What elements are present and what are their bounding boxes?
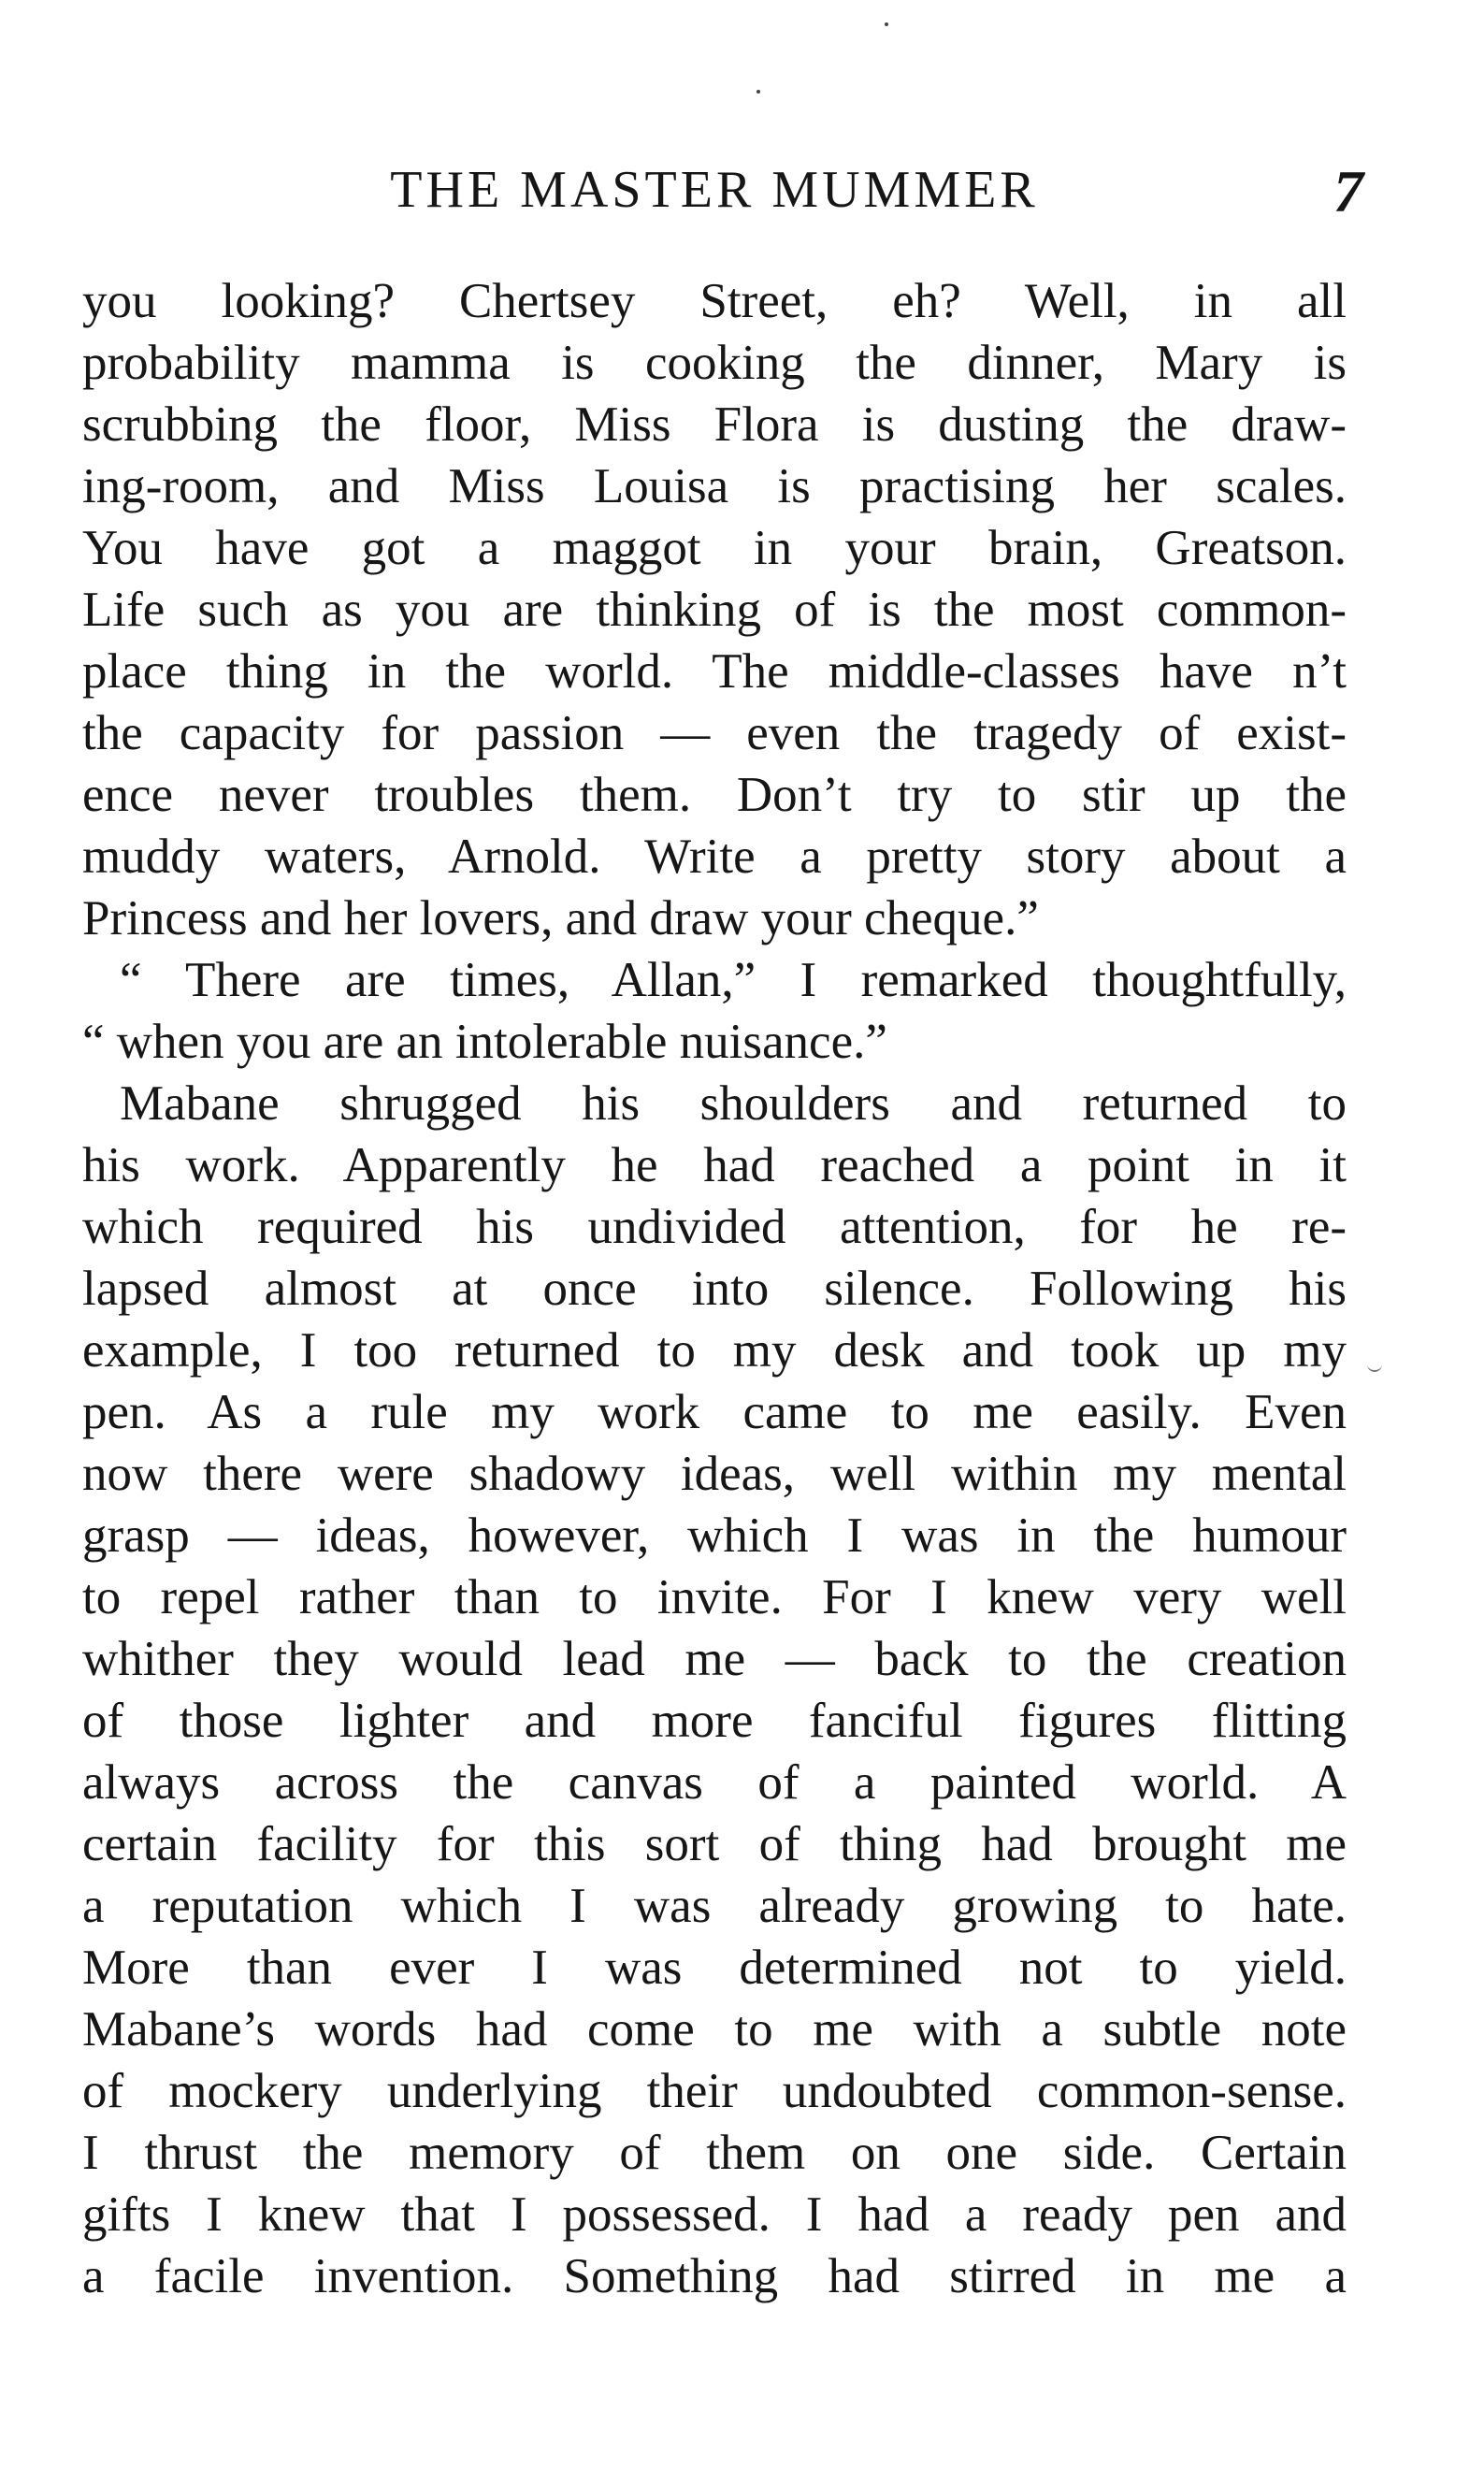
- text-line: probability mamma is cooking the dinner, Mary is: [82, 336, 1347, 390]
- text-line: Mabane’s words had come to me with a subtle note: [82, 2002, 1347, 2057]
- text-line: More than ever I was determined not to yield.: [82, 1941, 1347, 1995]
- text-line: example, I too returned to my desk and took up my: [82, 1323, 1347, 1378]
- text-line: of mockery underlying their undoubted common-sense.: [82, 2064, 1347, 2118]
- text-line: “ There are times, Allan,” I remarked thoughtfully,: [120, 953, 1347, 1007]
- text-line: always across the canvas of a painted world. A: [82, 1755, 1347, 1810]
- text-line: I thrust the memory of them on one side. Certain: [82, 2126, 1347, 2180]
- margin-mark: [1367, 1364, 1382, 1372]
- page-header: [82, 157, 1363, 224]
- running-title: THE MASTER MUMMER: [390, 161, 1039, 219]
- text-line: a facile invention. Something had stirred in me a: [82, 2249, 1347, 2303]
- text-line: certain facility for this sort of thing had brought me: [82, 1817, 1347, 1871]
- text-line: of those lighter and more fanciful figures flitting: [82, 1694, 1347, 1748]
- body-text: [82, 270, 1347, 2307]
- text-line: a reputation which I was already growing to hate.: [82, 1879, 1347, 1933]
- text-line: Princess and her lovers, and draw your cheque.”: [82, 891, 1039, 945]
- ink-speck-upper: [756, 90, 760, 94]
- text-line: “ when you are an intolerable nuisance.”: [82, 1015, 887, 1069]
- text-line: pen. As a rule my work came to me easily. Even: [82, 1385, 1347, 1439]
- page-number: 7: [1333, 158, 1363, 224]
- text-line: lapsed almost at once into silence. Following his: [82, 1262, 1347, 1316]
- text-line: scrubbing the floor, Miss Flora is dusting the draw-: [82, 397, 1347, 452]
- ink-speck-top: [885, 22, 888, 26]
- text-line: to repel rather than to invite. For I knew very well: [82, 1570, 1347, 1624]
- text-line: You have got a maggot in your brain, Greatson.: [82, 521, 1347, 575]
- text-line: Mabane shrugged his shoulders and returned to: [120, 1076, 1347, 1131]
- text-line: his work. Apparently he had reached a point in it: [82, 1138, 1347, 1192]
- text-line: Life such as you are thinking of is the most common-: [82, 583, 1347, 637]
- text-line: gifts I knew that I possessed. I had a ready pen and: [82, 2187, 1347, 2242]
- text-line: place thing in the world. The middle-classes have n’t: [82, 644, 1347, 699]
- text-line: you looking? Chertsey Street, eh? Well, in all: [82, 274, 1347, 328]
- text-line: ence never troubles them. Don’t try to stir up the: [82, 768, 1347, 822]
- text-line: ing-room, and Miss Louisa is practising her scales.: [82, 459, 1347, 513]
- text-line: whither they would lead me — back to the creation: [82, 1632, 1347, 1686]
- text-line: which required his undivided attention, for he re-: [82, 1200, 1347, 1254]
- text-line: now there were shadowy ideas, well within my mental: [82, 1447, 1347, 1501]
- text-line: grasp — ideas, however, which I was in the humour: [82, 1508, 1347, 1563]
- text-line: the capacity for passion — even the tragedy of exist-: [82, 706, 1347, 760]
- text-line: muddy waters, Arnold. Write a pretty story about a: [82, 830, 1347, 884]
